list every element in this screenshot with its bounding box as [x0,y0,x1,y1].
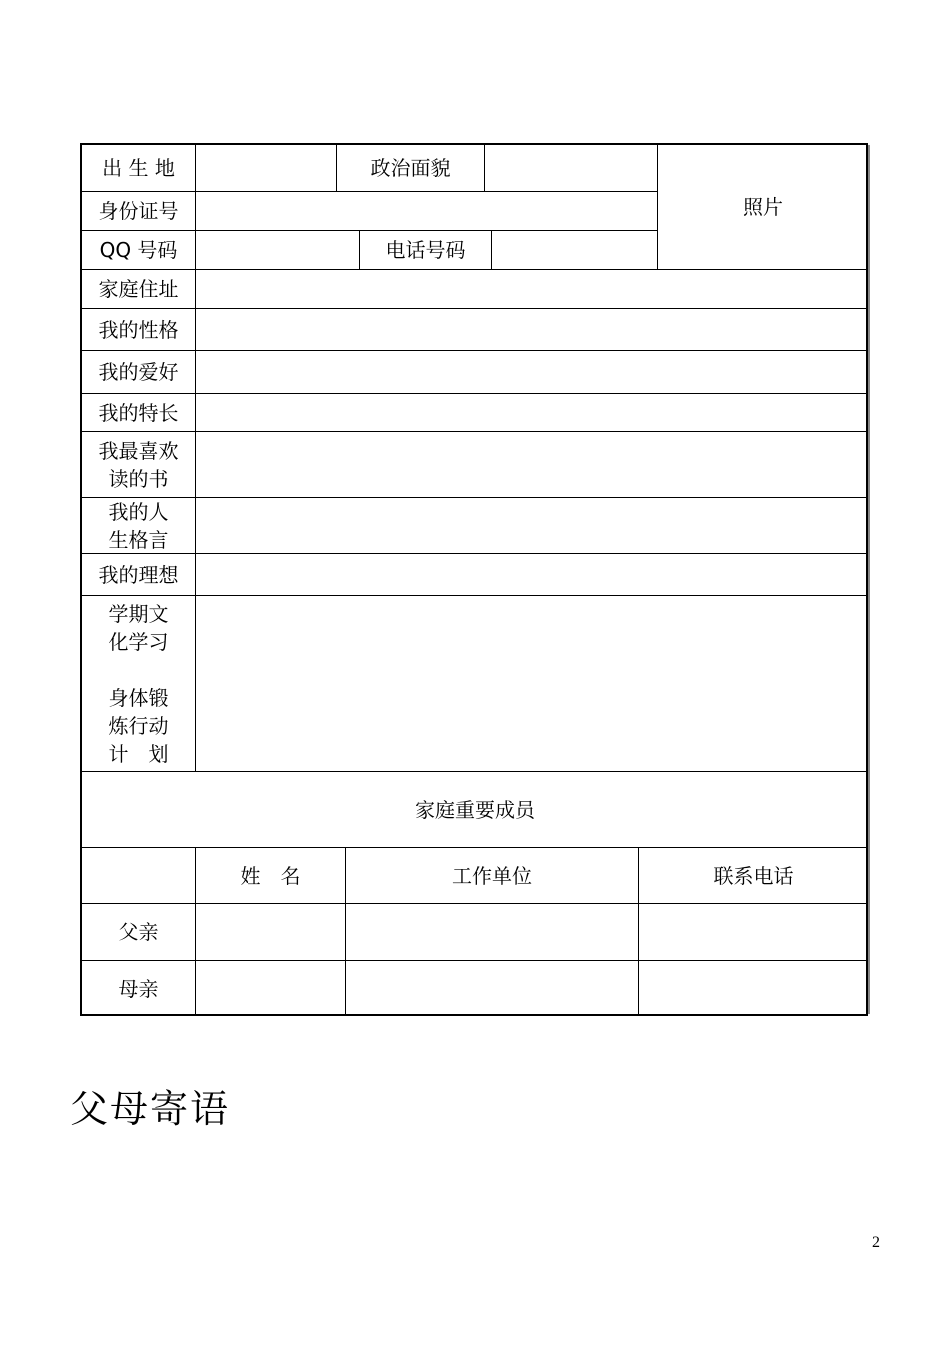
family-header-phone: 联系电话 [639,848,868,904]
photo-box: 照片 [658,145,868,270]
father-phone-field[interactable] [639,904,868,961]
mother-label: 母亲 [82,961,196,1016]
ideal-field[interactable] [196,554,868,596]
favorite-book-label: 我最喜欢 读的书 [82,432,196,498]
id-field[interactable] [196,192,658,231]
plan-field[interactable] [196,596,868,772]
id-label: 身份证号 [82,192,196,231]
plan-label: 学期文 化学习 身体锻 炼行动 计 划 [82,596,196,772]
father-name-field[interactable] [196,904,346,961]
page-number: 2 [872,1234,880,1251]
hobby-label: 我的爱好 [82,351,196,394]
phone-field[interactable] [492,231,658,270]
talent-label: 我的特长 [82,394,196,432]
birthplace-label: 出 生 地 [82,145,196,192]
mother-phone-field[interactable] [639,961,868,1016]
address-field[interactable] [196,270,868,309]
talent-field[interactable] [196,394,868,432]
family-members-title: 家庭重要成员 [82,772,868,848]
phone-label: 电话号码 [360,231,492,270]
mother-name-field[interactable] [196,961,346,1016]
hobby-field[interactable] [196,351,868,394]
address-label: 家庭住址 [82,270,196,309]
qq-label: QQ 号码 [82,231,196,270]
qq-field[interactable] [196,231,360,270]
personality-field[interactable] [196,309,868,351]
motto-label: 我的人 生格言 [82,498,196,554]
mother-workplace-field[interactable] [346,961,639,1016]
student-profile-form [80,143,868,1016]
family-header-name: 姓 名 [196,848,346,904]
family-header-blank [82,848,196,904]
favorite-book-field[interactable] [196,432,868,498]
motto-field[interactable] [196,498,868,554]
personality-label: 我的性格 [82,309,196,351]
father-workplace-field[interactable] [346,904,639,961]
ideal-label: 我的理想 [82,554,196,596]
father-label: 父亲 [82,904,196,961]
politics-label: 政治面貌 [337,145,485,192]
family-header-workplace: 工作单位 [346,848,639,904]
politics-field[interactable] [485,145,658,192]
birthplace-field[interactable] [196,145,337,192]
parents-message-title: 父母寄语 [70,1087,231,1131]
